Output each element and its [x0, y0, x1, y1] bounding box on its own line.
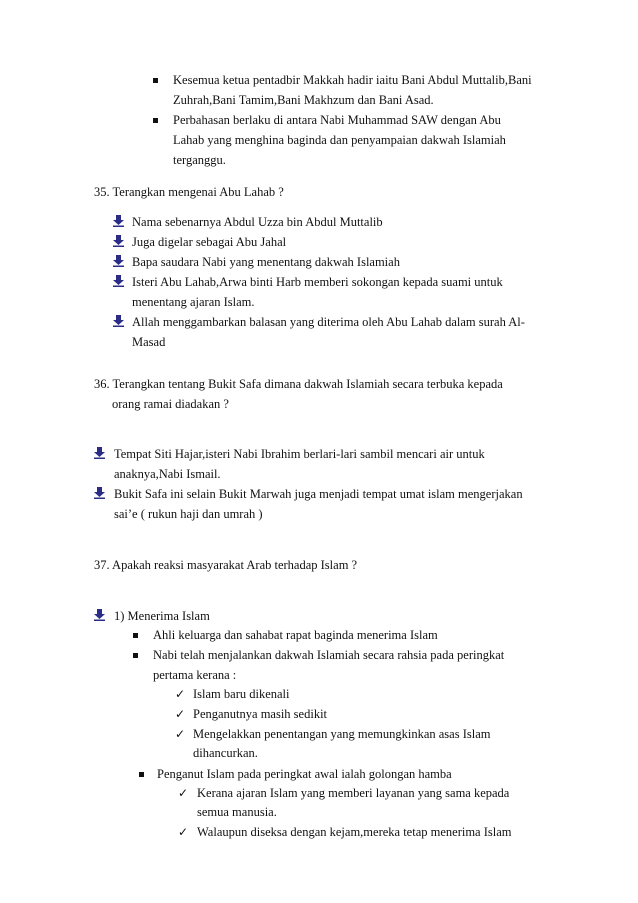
question-37: 37. Apakah reaksi masyarakat Arab terhadap Islam ?	[94, 558, 358, 572]
square-bullet-icon	[153, 78, 158, 83]
checkmark-icon: ✓	[178, 825, 189, 839]
bullet-text: Juga digelar sebagai Abu Jahal	[132, 235, 287, 249]
arrow-bullet-icon	[113, 215, 124, 227]
bullet-text: pertama kerana :	[153, 668, 237, 682]
checkmark-icon: ✓	[175, 707, 186, 721]
arrow-bullet-icon	[94, 487, 105, 499]
bullet-text: Bukit Safa ini selain Bukit Marwah juga menjadi tempat umat islam mengerjakan	[114, 487, 523, 501]
square-bullet-icon	[139, 772, 144, 777]
bullet-text: Kesemua ketua pentadbir Makkah hadir iaitu Bani Abdul Muttalib,Bani	[173, 73, 532, 87]
arrow-bullet-icon	[113, 275, 124, 287]
bullet-text: Isteri Abu Lahab,Arwa binti Harb memberi sokongan kepada suami untuk	[132, 275, 503, 289]
checkmark-icon: ✓	[178, 786, 189, 800]
bullet-text: Lahab yang menghina baginda dan penyampaian dakwah Islamiah	[173, 133, 506, 147]
bullet-text: Masad	[132, 335, 166, 349]
square-bullet-icon	[133, 653, 138, 658]
checkmark-icon: ✓	[175, 727, 186, 741]
check-text: Penganutnya masih sedikit	[193, 707, 328, 721]
check-text: Mengelakkan penentangan yang memungkinkan asas Islam	[193, 727, 491, 741]
bullet-text: Perbahasan berlaku di antara Nabi Muhammad SAW dengan Abu	[173, 113, 501, 127]
check-text: Islam baru dikenali	[193, 687, 290, 701]
question-36-cont: orang ramai diadakan ?	[112, 397, 229, 411]
bullet-text: Zuhrah,Bani Tamim,Bani Makhzum dan Bani Asad.	[173, 93, 434, 107]
arrow-bullet-icon	[113, 315, 124, 327]
point-text: 1) Menerima Islam	[114, 609, 210, 623]
bullet-text: Nabi telah menjalankan dakwah Islamiah secara rahsia pada peringkat	[153, 648, 505, 662]
bullet-text: Allah menggambarkan balasan yang diterima oleh Abu Lahab dalam surah Al-	[132, 315, 525, 329]
bullet-text: anaknya,Nabi Ismail.	[114, 467, 221, 481]
question-36: 36. Terangkan tentang Bukit Safa dimana dakwah Islamiah secara terbuka kepada	[94, 377, 503, 391]
bullet-text: Tempat Siti Hajar,isteri Nabi Ibrahim berlari-lari sambil mencari air untuk	[114, 447, 485, 461]
check-text: Kerana ajaran Islam yang memberi layanan yang sama kepada	[197, 786, 510, 800]
bullet-text: sai’e ( rukun haji dan umrah )	[114, 507, 263, 521]
bullet-text: menentang ajaran Islam.	[132, 295, 255, 309]
arrow-bullet-icon	[94, 447, 105, 459]
arrow-bullet-icon	[94, 609, 105, 621]
square-bullet-icon	[153, 118, 158, 123]
square-bullet-icon	[133, 633, 138, 638]
check-text: Walaupun diseksa dengan kejam,mereka tetap menerima Islam	[197, 825, 512, 839]
question-35: 35. Terangkan mengenai Abu Lahab ?	[94, 185, 284, 199]
check-text: semua manusia.	[197, 805, 277, 819]
bullet-text: Bapa saudara Nabi yang menentang dakwah Islamiah	[132, 255, 400, 269]
checkmark-icon: ✓	[175, 687, 186, 701]
check-text: dihancurkan.	[193, 746, 258, 760]
bullet-text: terganggu.	[173, 153, 226, 167]
arrow-bullet-icon	[113, 255, 124, 267]
bullet-text: Nama sebenarnya Abdul Uzza bin Abdul Muttalib	[132, 215, 383, 229]
arrow-bullet-icon	[113, 235, 124, 247]
bullet-text: Penganut Islam pada peringkat awal ialah golongan hamba	[157, 767, 452, 781]
bullet-text: Ahli keluarga dan sahabat rapat baginda menerima Islam	[153, 628, 438, 642]
